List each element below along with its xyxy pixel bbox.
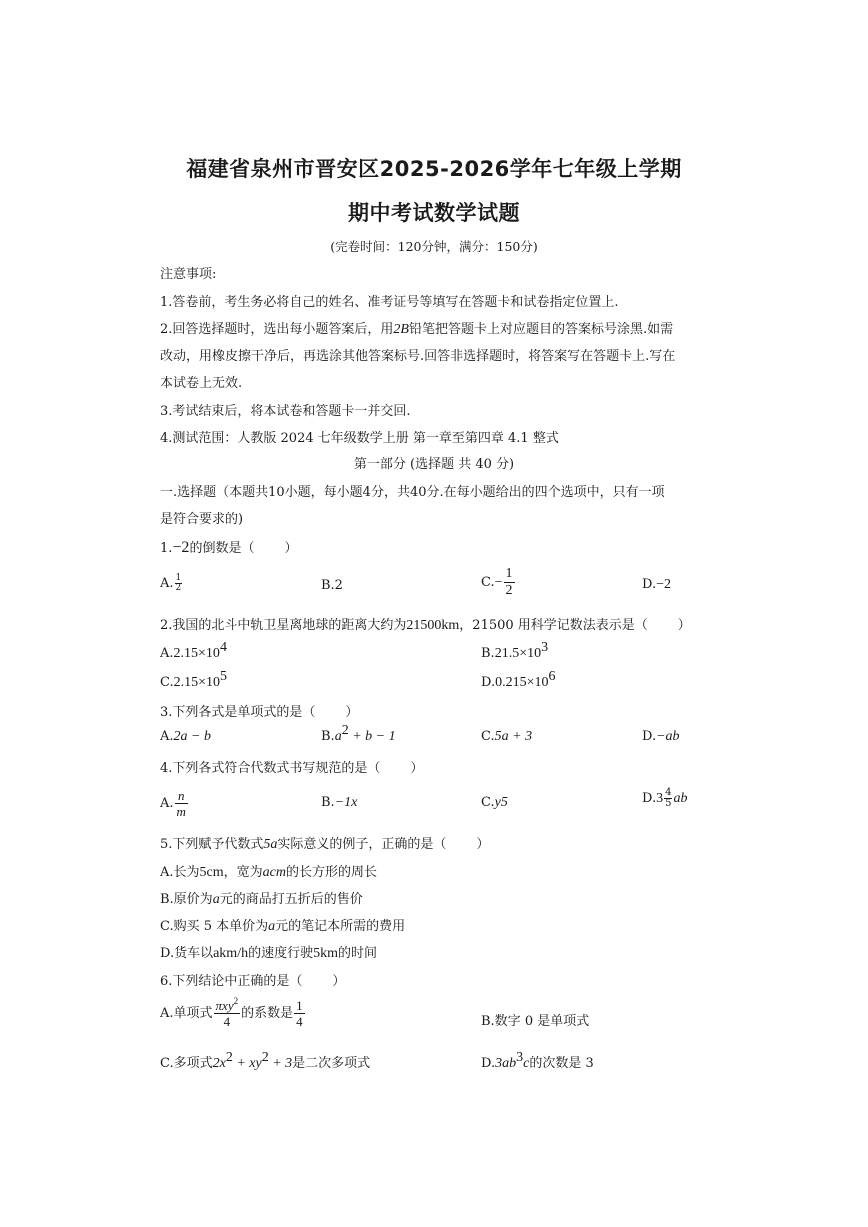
exam-title-line1: 福建省泉州市晋安区2025-2026学年七年级上学期: [186, 157, 682, 181]
q1-option-c: C.− $\frac{1}{2}$: [481, 566, 513, 598]
section-intro-line1: 一.选择题（本题共10小题，每小题4分，共40分.在每小题给出的四个选项中，只有一项: [160, 485, 665, 500]
note-2-line3: 本试卷上无效.: [160, 376, 243, 391]
q6-a-coefficient: $\frac{1}{4}$: [296, 998, 303, 1029]
q1-c-fraction: $\frac{1}{2}$: [505, 566, 513, 598]
q1-option-a: A. $\frac{1}{2}$: [160, 573, 182, 593]
q1-option-b: B.2: [321, 578, 343, 593]
question-2-stem: 2.我国的北斗中轨卫星离地球的距离大约为21500km，21500 用科学记数法表示是（ ）: [160, 618, 691, 633]
note-2-text-a: 2.回答选择题时，选出每小题答案后，用: [160, 322, 394, 337]
q4-option-a: A. $\frac{n}{m}$: [160, 788, 186, 819]
q5-option-a: A.长为5cm，宽为acm的长方形的周长: [160, 865, 377, 880]
note-4: 4.测试范围：人教版 2024 七年级数学上册 第一章至第四章 4.1 整式: [160, 431, 559, 446]
q6-option-a: A.单项式 $\frac{\pi xy^2}{4}$ 的系数是 $\frac{1}{4}$: [160, 996, 303, 1029]
q6-a-monomial: $\frac{\pi xy^2}{4}$: [215, 996, 239, 1029]
q2-option-a: $A.2.15\times 10^4$: [160, 640, 227, 661]
question-5-stem: 5.下列赋予代数式5a实际意义的例子，正确的是（ ）: [160, 837, 490, 852]
question-6-stem: 6.下列结论中正确的是（ ）: [160, 974, 346, 989]
q2-option-c: $C.2.15\times 10^5$: [160, 669, 228, 690]
q3-option-b: $B.a^2 + b - 1$: [321, 723, 396, 744]
q1-number: −2: [172, 539, 190, 556]
section-intro-line2: 是符合要求的): [160, 512, 244, 527]
note-2-pencil: 2B: [393, 322, 409, 337]
q5-option-b: B.原价为a元的商品打五折后的售价: [160, 892, 363, 907]
q2-option-d: $D.0.215\times 10^6$: [481, 669, 556, 690]
q2-option-b: $B.21.5\times 10^3$: [481, 640, 549, 661]
q4-option-c: C.y5: [481, 795, 508, 810]
q4-option-b: B.−1x: [321, 795, 358, 810]
notes-heading: 注意事项:: [160, 267, 217, 282]
q6-option-d: $D.3ab^3c$的次数是 3: [481, 1050, 594, 1071]
question-3-stem: 3.下列各式是单项式的是（ ）: [160, 705, 359, 720]
question-4-stem: 4.下列各式符合代数式书写规范的是（ ）: [160, 761, 424, 776]
q1-option-d: D.−2: [642, 577, 671, 592]
q4-a-fraction: $\frac{n}{m}$: [176, 788, 186, 819]
note-2-text-b: 铅笔把答题卡上对应题目的答案标号涂黑.如需: [408, 322, 674, 337]
note-3: 3.考试结束后，将本试卷和答题卡一并交回.: [160, 404, 411, 419]
q2-distance: 21500km: [406, 618, 460, 633]
q3-option-a: A.2a − b: [160, 729, 211, 744]
exam-subtitle: (完卷时间：120分钟，满分：150分): [330, 239, 538, 254]
q5-option-c: C.购买 5 本单价为a元的笔记本所需的费用: [160, 919, 406, 934]
q3-option-c: C.5a + 3: [481, 729, 533, 744]
note-2-line1: [160, 318, 673, 338]
q1-a-fraction: $\frac{1}{2}$: [175, 573, 182, 593]
q5-option-d: D.货车以akm/h的速度行驶5km的时间: [160, 946, 378, 961]
note-2-line2: 改动，用橡皮擦干净后，再选涂其他答案标号.回答非选择题时，将答案写在答题卡上.写在: [160, 349, 676, 364]
q4-option-d: D.3 $\frac{4}{5}$ ab: [642, 787, 688, 809]
question-1-stem: 1.−2的倒数是（ ）: [160, 539, 298, 556]
exam-title-line2: 期中考试数学试题: [348, 201, 520, 225]
q4-d-fraction: $\frac{4}{5}$: [665, 787, 672, 809]
part-heading: 第一部分 (选择题 共 40 分): [353, 457, 515, 472]
q3-option-d: D.−ab: [642, 729, 680, 744]
q6-option-b: B.数字 0 是单项式: [481, 1014, 590, 1029]
note-1: 1.答卷前，考生务必将自己的姓名、准考证号等填写在答题卡和试卷指定位置上.: [160, 295, 619, 310]
q6-option-c: C.多项式$2x^2 + xy^2 + 3$是二次多项式: [160, 1050, 371, 1071]
